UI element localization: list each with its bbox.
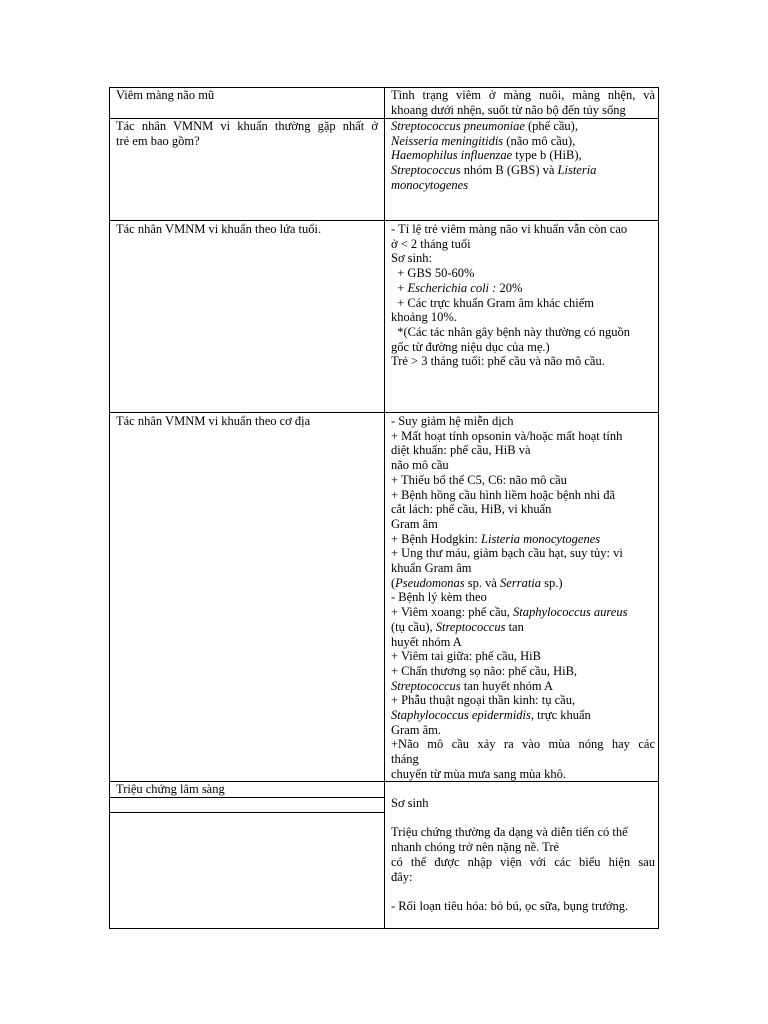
row2-answer-cell (391, 119, 655, 193)
table-row-divider (109, 220, 659, 221)
cell-text-line (391, 679, 655, 694)
text-run: - Suy giảm hệ miễn dịch (391, 414, 514, 428)
cell-text-line (391, 251, 655, 266)
table-row-divider (109, 412, 659, 413)
text-run: + Bệnh Hodgkin: (391, 531, 482, 546)
cell-text-line (391, 178, 655, 193)
cell-text-line (391, 605, 655, 620)
italic-text-run: Streptococcus (435, 619, 506, 634)
cell-text-line (391, 723, 655, 738)
cell-text-line: Tình trạng viêm ở màng nuôi, màng nhện, và (391, 88, 655, 102)
cell-text-line: Viêm màng não mũ (116, 88, 215, 102)
text-run: - Bệnh lý kèm theo (391, 590, 487, 605)
row5-answer-cell (391, 796, 655, 914)
text-run: + Mất hoạt tính opsonin và/hoặc mất hoạt tính (391, 428, 623, 443)
cell-text-line (391, 237, 655, 252)
text-run: +Não mô cầu xảy ra vào mùa nóng hay các (391, 737, 655, 752)
italic-text-run: Pseudomonas (395, 575, 465, 590)
row1-definition-cell (391, 88, 655, 117)
cell-text-line (391, 825, 655, 840)
row3-answer-cell (391, 222, 655, 369)
cell-text-line (391, 767, 655, 782)
text-run: + Thiếu bổ thể C5, C6: não mô cầu (391, 472, 567, 487)
text-run: Gram âm (391, 516, 438, 531)
cell-text-line (391, 222, 655, 237)
text-run: + Bệnh hồng cầu hình liềm hoặc bệnh nhi đã (391, 487, 616, 502)
row2-question-cell (116, 119, 378, 148)
cell-text-line (391, 134, 655, 149)
italic-text-run: Haemophilus influenzae (391, 148, 513, 163)
cell-text-line (391, 855, 655, 870)
italic-text-run: Listeria (557, 163, 597, 178)
cell-text-line (391, 649, 655, 664)
text-run: khuẩn Gram âm (391, 561, 472, 576)
text-run: sp. và (464, 575, 501, 590)
text-run: gốc từ đường niệu dục của mẹ.) (391, 339, 550, 354)
text-run: + (391, 280, 408, 295)
text-run: chuyển từ mùa mưa sang mùa khô. (391, 766, 566, 781)
cell-text-line (391, 635, 655, 650)
cell-text-line (391, 590, 655, 605)
table-border-right (658, 87, 659, 929)
text-run: ở < 2 tháng tuổi (391, 236, 471, 251)
row5-question-cell (116, 782, 378, 797)
cell-text-line (391, 561, 655, 576)
italic-text-run: Neisseria meningitidis (391, 133, 504, 148)
cell-text-line (391, 296, 655, 311)
text-run: Sơ sinh (391, 796, 429, 810)
text-run: + Phẫu thuật ngoại thần kinh: tụ cầu, (391, 693, 576, 708)
cell-text-line: trẻ em bao gồm? (116, 133, 200, 148)
text-run: - Tỉ lệ trẻ viêm màng não vi khuẩn vẫn còn cao (391, 222, 628, 236)
text-run: sp.) (541, 575, 563, 590)
cell-text-line (391, 266, 655, 281)
cell-text-line (391, 811, 655, 826)
text-run: diệt khuẩn: phế cầu, HiB và (391, 443, 531, 458)
cell-text-line: khoang dưới nhện, suốt từ não bộ đến tủy sống (391, 102, 626, 117)
cell-text-line (391, 163, 655, 178)
cell-text-line (391, 502, 655, 517)
text-run: (tụ cầu), (391, 619, 436, 634)
row4-answer-cell (391, 414, 655, 782)
table-left-subdivider (109, 797, 384, 798)
cell-text-line (391, 325, 655, 340)
cell-text-line (391, 884, 655, 899)
cell-text-line (391, 429, 655, 444)
text-run: *(Các tác nhân gây bệnh này thường có nguồn (391, 324, 631, 339)
text-run: - Rối loạn tiêu hóa: bỏ bú, ọc sữa, bụng trướng. (391, 898, 629, 913)
text-run: (não mô cầu), (503, 133, 576, 148)
text-run: + Ung thư máu, giảm bạch cầu hạt, suy tủy: vi (391, 546, 623, 561)
cell-text-line (391, 737, 655, 752)
text-run: huyết nhóm A (391, 634, 462, 649)
text-run: + Viêm xoang: phế cầu, (391, 605, 514, 620)
cell-text-line (391, 620, 655, 635)
text-run: tan huyết nhóm A (460, 678, 554, 693)
italic-text-run: Streptococcus pneumoniae (391, 119, 525, 133)
text-run: não mô cầu (391, 458, 449, 473)
cell-text-line (391, 443, 655, 458)
cell-text-line (391, 354, 655, 369)
italic-text-run: Streptococcus (391, 678, 461, 693)
cell-text-line (391, 281, 655, 296)
cell-text-line (391, 708, 655, 723)
text-run: 20% (499, 280, 523, 295)
text-run: nhóm B (GBS) và (460, 163, 558, 178)
cell-text-line: Tác nhân VMNM vi khuẩn theo cơ địa (116, 414, 311, 428)
text-run: nhanh chóng trở nên nặng nề. Trẻ (391, 840, 560, 855)
text-run: + GBS 50-60% (391, 266, 475, 281)
cell-text-line (391, 664, 655, 679)
row4-question-cell (116, 414, 378, 429)
text-run: + Viêm tai giữa: phế cầu, HiB (391, 649, 541, 664)
cell-text-line (391, 340, 655, 355)
cell-text-line (391, 517, 655, 532)
text-run: tháng (391, 752, 419, 767)
text-run: + Chấn thương sọ não: phế cầu, HiB, (391, 663, 578, 678)
italic-text-run: Staphylococcus aureus (513, 605, 628, 620)
text-run: Triệu chứng thường đa dạng và diễn tiến có thể (391, 825, 628, 840)
italic-text-run: Streptococcus (391, 163, 461, 178)
cell-text-line (391, 546, 655, 561)
text-run: type b (HiB), (512, 148, 582, 163)
text-run: khoảng 10%. (391, 310, 457, 325)
italic-text-run: Listeria monocytogenes (481, 531, 601, 546)
text-run: đây: (391, 869, 413, 884)
cell-text-line: Triệu chứng lâm sàng (116, 782, 225, 796)
cell-text-line (391, 796, 655, 811)
text-run: Gram âm. (391, 722, 441, 737)
cell-text-line (391, 148, 655, 163)
text-run: Trẻ > 3 tháng tuổi: phế cầu và não mô cầu. (391, 354, 605, 369)
table-column-divider (384, 87, 385, 929)
text-run: + Các trực khuẩn Gram âm khác chiếm (391, 295, 594, 310)
cell-text-line (391, 693, 655, 708)
text-run: có thể được nhập viện với các biểu hiện sau (391, 854, 655, 869)
cell-text-line (391, 310, 655, 325)
text-run: Sơ sinh: (391, 251, 432, 266)
cell-text-line: Tác nhân VMNM vi khuẩn theo lứa tuổi. (116, 222, 322, 236)
cell-text-line (391, 488, 655, 503)
row1-term-cell (116, 88, 381, 103)
table-border-left (109, 87, 110, 929)
cell-text-line (391, 752, 655, 767)
text-run: trực khuẩn (534, 708, 591, 723)
cell-text-line (391, 870, 655, 885)
text-run: cắt lách: phế cầu, HiB, vi khuẩn (391, 502, 552, 517)
italic-text-run: Escherichia coli : (407, 280, 500, 295)
cell-text-line (391, 414, 655, 429)
table-border-bottom (109, 928, 659, 929)
text-run: ( (391, 575, 396, 590)
table-left-subdivider (109, 812, 384, 813)
cell-text-line (391, 532, 655, 547)
italic-text-run: monocytogenes (391, 177, 469, 192)
cell-text-line (391, 576, 655, 591)
italic-text-run: Serratia (500, 575, 542, 590)
cell-text-line: Tác nhân VMNM vi khuẩn thường gặp nhất ở (116, 119, 378, 133)
cell-text-line (391, 899, 655, 914)
italic-text-run: Staphylococcus epidermidis, (391, 708, 535, 723)
row3-question-cell (116, 222, 378, 237)
cell-text-line (391, 840, 655, 855)
cell-text-line (391, 458, 655, 473)
text-run: tan (505, 619, 524, 634)
cell-text-line (391, 119, 655, 134)
text-run: (phế cầu), (524, 119, 578, 133)
cell-text-line (391, 473, 655, 488)
